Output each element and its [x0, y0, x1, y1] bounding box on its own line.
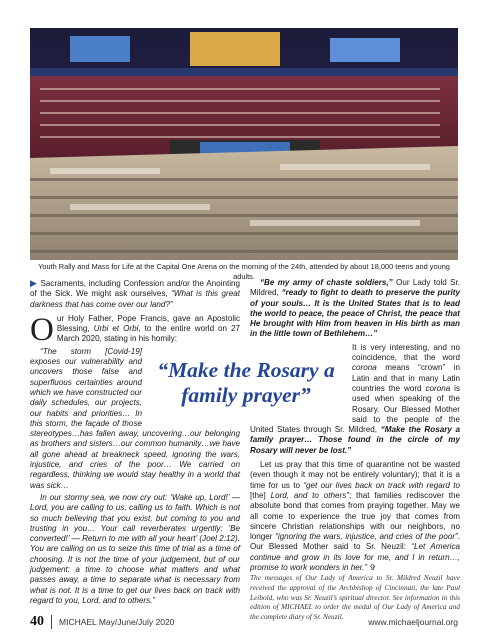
issue-label: MICHAEL May/June/July 2020: [59, 617, 175, 627]
left-quote-1: “The storm [Covid-19] exposes our vulnerability and uncovers those false and superfluous certainties around which we have constructed our daily schedules, our projects, our habits and priorities… In this storm, the façade of those stereotypes…has fallen away, uncovering…our belonging as brothers and sisters…our common humanity…we have all gone ahead at breakneck speed, ignoring the wars, injustice, and cries of the poor… We carried on regardless, thinking we would stay healthy in a world that was sick…: [30, 346, 240, 490]
page-number: 40: [30, 614, 44, 629]
pull-quote: “Make the Rosary a family prayer”: [157, 358, 335, 407]
right-paragraph-2: It is very interesting, and no coincidence, that the word corona means “crown” in Latin and that in many Latin countries the word corona is used when speaking of the Rosary. Our Blessed Mother said to the people of the United States through Sr. Mildred, “Make the Rosary a family prayer… Those found in the circle of my Rosary will never be lost.”: [250, 342, 461, 455]
editor-note: The messages of Our Lady of America to Sr. Mildred Neuzil have received the approval of the Archbishop of Cincinnati, the late Paul Leibold, who was Sr. Neuzil’s spiritual director. See information in this edition of MICHAEL to order the medal of Our Lady of America and the complete diary of Sr. Neuzil.: [250, 573, 460, 621]
cross-icon: ✞: [367, 563, 377, 573]
left-paragraph-1: ▶ Sacraments, including Confession and/or the Anointing of the Sick. We might ask ourselves, “What is this great darkness that has come over our land?”: [30, 278, 240, 309]
bullet-triangle-icon: ▶: [30, 278, 38, 288]
website-link[interactable]: www.michaeljournal.org: [368, 617, 458, 627]
arena-photo: [30, 28, 458, 260]
left-column: [30, 278, 240, 606]
footer-divider: [51, 615, 52, 629]
left-paragraph-2: Our Holy Father, Pope Francis, gave an Apostolic Blessing, Urbi et Orbi, to the entire world on 27 March 2020, stating in his homily:: [30, 311, 240, 348]
right-column: [250, 278, 460, 621]
page-footer: [30, 612, 458, 632]
photo-caption: Youth Rally and Mass for Life at the Capital One Arena on the morning of the 24th, attended by about 18,000 teens and young adults.: [38, 262, 450, 281]
right-paragraph-1: “Be my army of chaste soldiers,” Our Lady told Sr. Mildred, “ready to fight to death to preserve the purity of your souls… It is the United States that is to lead the world to peace, the peace of Christ, the peace that He brought with Him from heaven in His birth as man in the little town of Bethlehem…”: [250, 278, 460, 339]
left-p1-quote: “What is this great darkness that has come over our land?”: [30, 289, 240, 309]
right-paragraph-3: Let us pray that this time of quarantine not be wasted (even though it may not be entirely voluntary); that it is a time for us to “get our lives back on track with regard to [the] Lord, and to others”; that families rediscover the absolute bond that comes from praying together. May we all come to experience the true joy that comes from sincere Christian relationships with our neighbors, no longer “ignoring the wars, injustice, and cries of the poor”. Our Blessed Mother said to Sr. Neuzil: “Let America continue and grow in its love for me, and I in return…, promise to work wonders in her.” ✞: [250, 460, 461, 573]
drop-cap: O: [30, 311, 54, 348]
left-quote-2: In our stormy sea, we now cry out: ‘Wake up, Lord!’ — Lord, you are calling to us, calling us to faith. Which is not so much believing that you exist, but coming to you and trusting in you… Your call reverberates urgently: ‘Be converted!’ — Return to me with all your heart’ (Joel 2:12). You are calling on us to seize this time of trial as a time of choosing. It is not the time of your judgement, but of our judgement: a time to choose what matters and what passes away, a time to separate what is necessary from what is not. It is a time to get our lives back on track with regard to you, Lord, and to others.”: [30, 492, 240, 605]
